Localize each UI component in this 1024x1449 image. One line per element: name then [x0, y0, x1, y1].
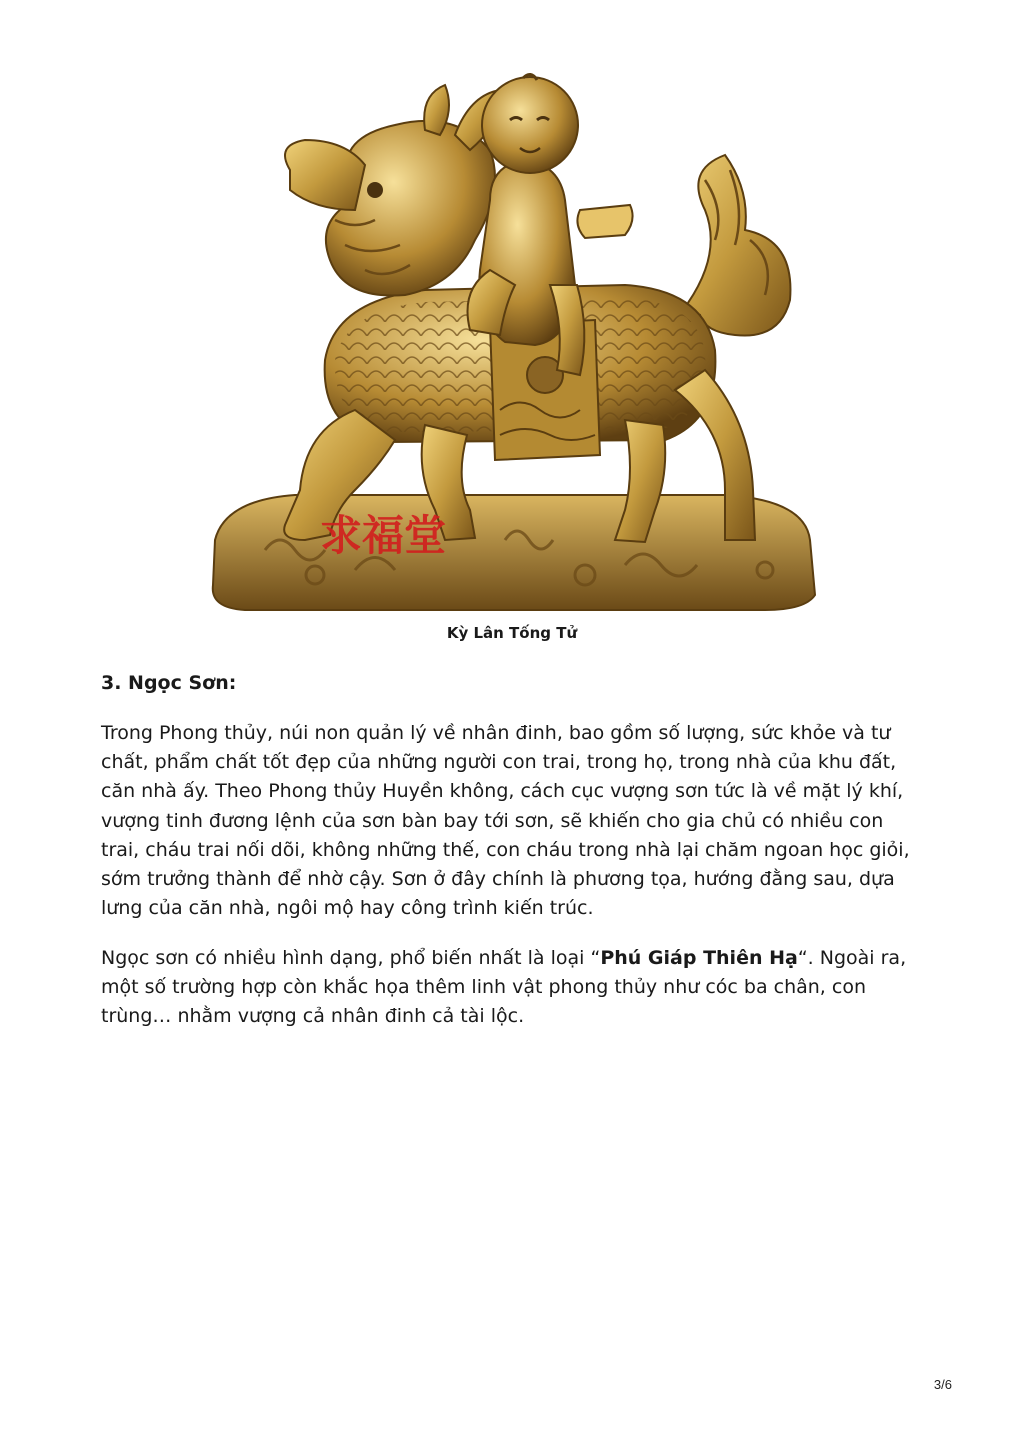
section-heading: 3. Ngọc Sơn: — [101, 672, 237, 694]
paragraph-1: Trong Phong thủy, núi non quản lý về nhân đinh, bao gồm số lượng, sức khỏe và tư chất, phẩm chất tốt đẹp của những người con trai, trong họ, trong nhà của khu đất, căn nhà ấy. Theo Phong thủy Huyền không, cách cục vượng sơn tức là về mặt lý khí, vượng tinh đương lệnh của sơn bàn bay tới sơn, sẽ khiến cho gia chủ có nhiều con trai, cháu trai nối dõi, không những thế, con cháu trong nhà lại chăm ngoan học giỏi, sớm trưởng thành để nhờ cậy. Sơn ở đây chính là phương tọa, hướng đằng sau, dựa lưng của căn nhà, ngôi mộ hay công trình kiến trúc. — [101, 722, 910, 920]
paragraph-2-text-end: “. Ngoài ra, một số trường hợp còn khắc họa thêm linh vật phong thủy như cóc ba chân, con trùng… nhằm vượng cả nhân đinh cả tài lộc. — [101, 947, 907, 1028]
paragraph-2 — [101, 944, 926, 1032]
page-number: 3/6 — [933, 1377, 952, 1392]
qilin-statue-illustration — [205, 70, 825, 615]
paragraph-2-text-start: Ngọc sơn có nhiều hình dạng, phổ biến nhất là loại “ — [101, 947, 601, 969]
figure-caption: Kỳ Lân Tống Tử — [446, 624, 578, 642]
qilin-statue-image — [205, 70, 825, 615]
watermark-text: 求福堂 — [320, 511, 447, 560]
paragraph-2-bold-term: Phú Giáp Thiên Hạ — [600, 947, 798, 969]
